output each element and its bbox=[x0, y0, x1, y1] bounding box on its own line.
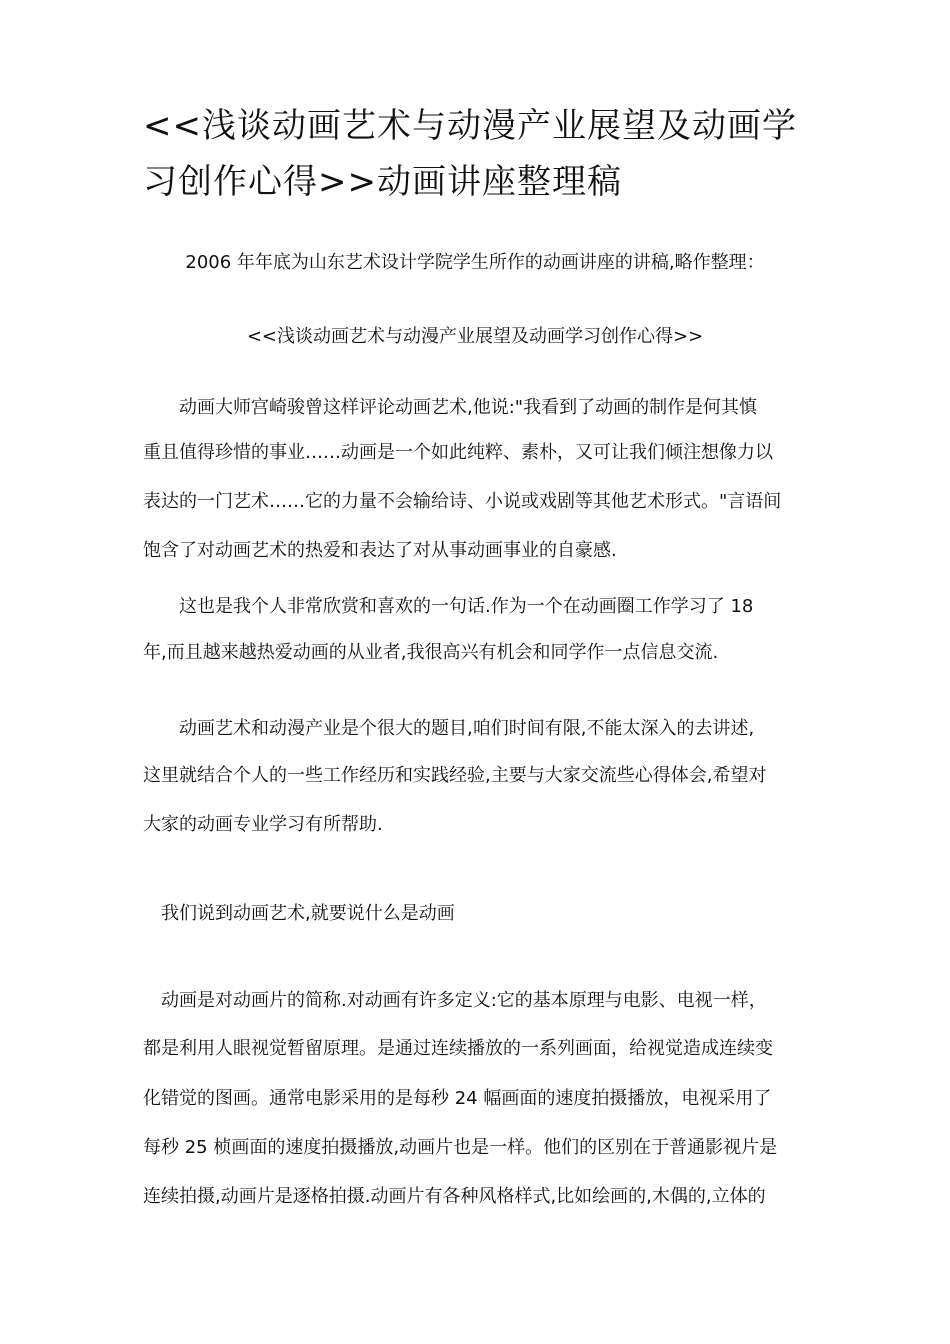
lecture-subtitle: <<浅谈动画艺术与动漫产业展望及动画学习创作心得>> bbox=[246, 326, 704, 347]
title-line-2: 习创作心得>>动画讲座整理稿 bbox=[143, 162, 622, 202]
paragraph-line: 动画大师宫崎骏曾这样评论动画艺术,他说:"我看到了动画的制作是何其慎 bbox=[143, 397, 758, 418]
paragraph-line: 都是利用人眼视觉暂留原理。是通过连续播放的一系列画面，给视觉造成连续变 bbox=[143, 1038, 773, 1059]
paragraph-line: 重且值得珍惜的事业……动画是一个如此纯粹、素朴，又可让我们倾注想像力以 bbox=[143, 442, 773, 463]
paragraph-line: 化错觉的图画。通常电影采用的是每秒 24 幅画面的速度拍摄播放，电视采用了 bbox=[143, 1088, 772, 1109]
paragraph-line: 这里就结合个人的一些工作经历和实践经验,主要与大家交流些心得体会,希望对 bbox=[143, 765, 767, 786]
paragraph-line: 饱含了对动画艺术的热爱和表达了对从事动画事业的自豪感. bbox=[143, 540, 617, 561]
paragraph-line: 大家的动画专业学习有所帮助. bbox=[143, 814, 383, 835]
intro-text: 2006 年年底为山东艺术设计学院学生所作的动画讲座的讲稿,略作整理： bbox=[185, 252, 765, 273]
paragraph-line: 这也是我个人非常欣赏和喜欢的一句话.作为一个在动画圈工作学习了 18 bbox=[143, 596, 754, 617]
paragraph-line: 表达的一门艺术……它的力量不会输给诗、小说或戏剧等其他艺术形式。"言语间 bbox=[143, 491, 782, 512]
section-heading: 我们说到动画艺术,就要说什么是动画 bbox=[143, 903, 455, 924]
paragraph-line: 连续拍摄,动画片是逐格拍摄.动画片有各种风格样式,比如绘画的,木偶的,立体的 bbox=[143, 1186, 766, 1207]
document-title bbox=[143, 98, 823, 210]
paragraph-line: 年,而且越来越热爱动画的从业者,我很高兴有机会和同学作一点信息交流. bbox=[143, 642, 719, 663]
paragraph-line: 动画是对动画片的简称.对动画有许多定义:它的基本原理与电影、电视一样， bbox=[143, 990, 767, 1011]
paragraph-line: 每秒 25 桢画面的速度拍摄播放,动画片也是一样。他们的区别在于普通影视片是 bbox=[143, 1137, 778, 1158]
paragraph-line: 动画艺术和动漫产业是个很大的题目,咱们时间有限,不能太深入的去讲述, bbox=[143, 718, 755, 739]
title-line-1: <<浅谈动画艺术与动漫产业展望及动画学 bbox=[143, 106, 797, 146]
